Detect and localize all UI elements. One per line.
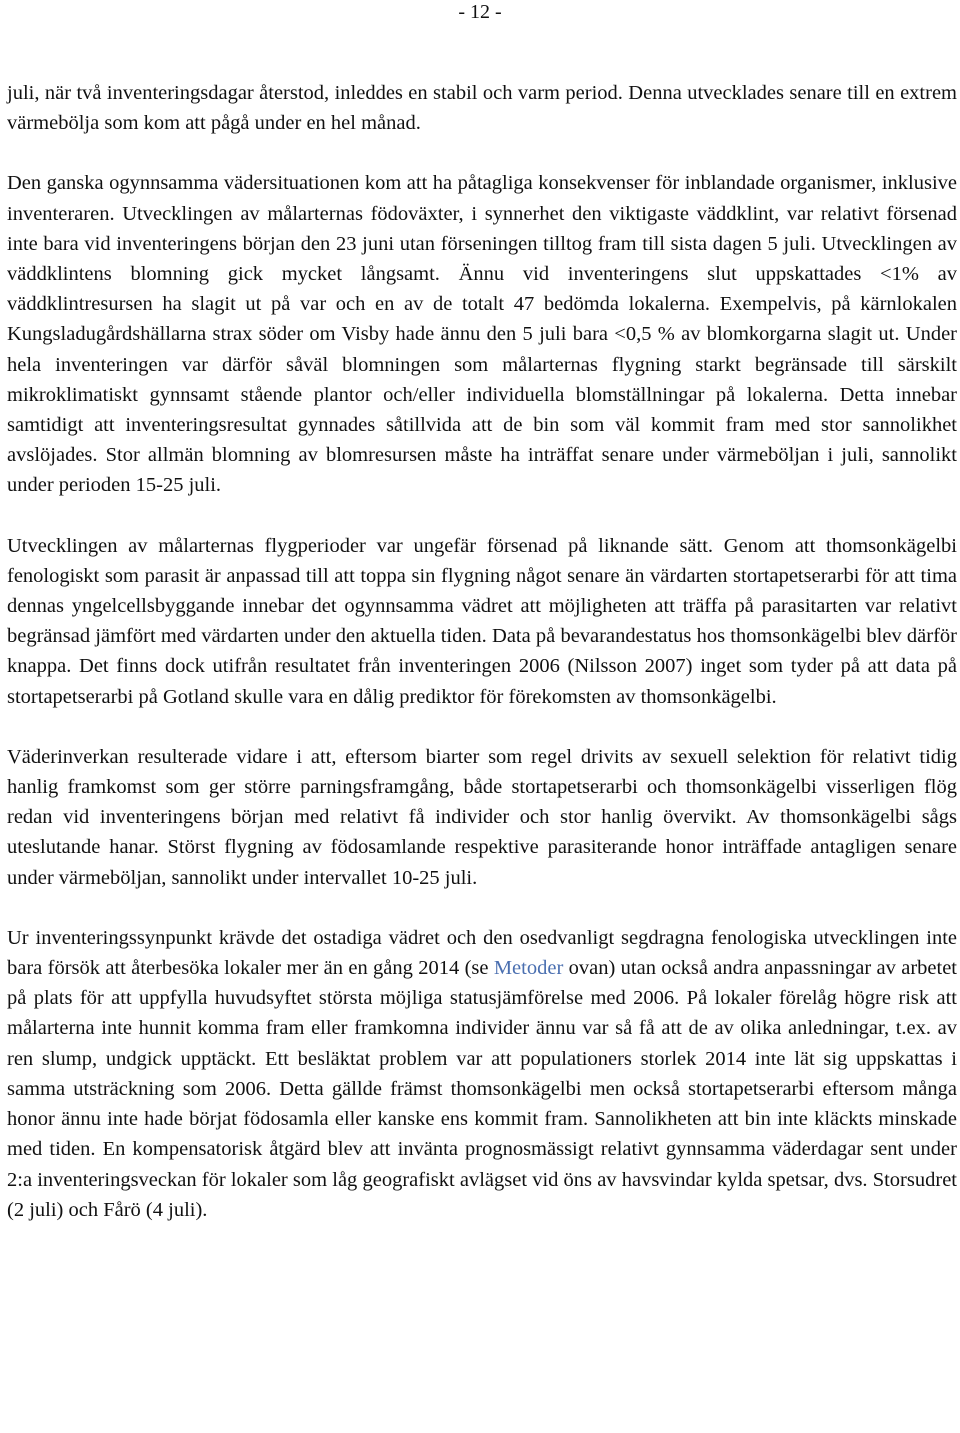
paragraph-2: Den ganska ogynnsamma vädersituationen kom att ha påtagliga konsekvenser för inblandade organismer, inklusive inventeraren. Utvecklingen av målarternas födoväxter, i synnerhet den viktigaste väddklint, var relativt försenad inte bara vid inventeringens början den 23 juni utan förseningen tilltog fram till sista dagen 5 juli. Utvecklingen av väddklintens blomning gick mycket långsamt. Ännu vid inventeringens slut uppskattades <1% av väddklintresursen ha slagit ut på var och en av de totalt 47 bedömda lokalerna. Exempelvis, på kärnlokalen Kungsladugårdshällarna strax söder om Visby hade ännu den 5 juli bara <0,5 % av blomkorgarna slagit ut. Under hela inventeringen var därför såväl blomningen som målarternas flygning starkt begränsade till särskilt mikroklimatiskt gynnsamt stående plantor och/eller individuella blomställningar på lokalerna. Detta innebar samtidigt att inventeringsresultat gynnades såtillvida att de bin som väl kommit fram med stor sannolikhet avslöjades. Stor allmän blomning av blomresursen måste ha inträffat senare under värmeböljan i juli, sannolikt under perioden 15-25 juli.: [7, 172, 957, 497]
metoder-link[interactable]: Metoder: [493, 957, 564, 980]
paragraph-3: Utvecklingen av målarternas flygperioder var ungefär försenad på liknande sätt. Genom att thomsonkägelbi fenologiskt som parasit är anpassad till att toppa sin flygning något senare än värdarten stortapetserarbi för att tima dennas yngelcellsbyggande innebar det ogynnsamma vädret att möjligheten att träffa på parasitarten var relativt begränsad jämfört med värdarten under den aktuella tiden. Data på bevarandestatus hos thomsonkägelbi blev därför knappa. Det finns dock utifrån resultatet från inventeringen 2006 (Nilsson 2007) inget som tyder på att data på stortapetserarbi på Gotland skulle vara en dålig prediktor för förekomsten av thomsonkägelbi.: [7, 534, 957, 708]
paragraph-5-start: Ur inventeringssynpunkt krävde det ostadiga vädret och den osedvanligt segdragna fenologiska utvecklingen inte bara försök att återbesöka lokaler mer än en gång 2014 (se: [7, 926, 957, 980]
paragraph-5: [7, 923, 957, 1225]
page-number: - 12 -: [458, 1, 502, 23]
paragraph-4: Väderinverkan resulterade vidare i att, eftersom biarter som regel drivits av sexuell selektion för relativt tidig hanlig framkomst som ger större parningsframgång, både stortapetserarbi och thomsonkägelbi visserligen flög redan vid inventeringens början med relativt få individer och stor hanlig övervikt. Av thomsonkägelbi sågs uteslutande hanar. Störst flygning av födosamlande respektive parasiterande honor inträffade antagligen senare under värmeböljan, sannolikt under intervallet 10-25 juli.: [7, 745, 957, 889]
document-body: [7, 78, 957, 1225]
paragraph-5-end: ovan) utan också andra anpassningar av arbetet på plats för att uppfylla huvudsyftet största möjliga statusjämförelse med 2006. På lokaler förelåg högre risk att målarterna inte hunnit komma fram eller framkomna individer ännu var så få att de av olika anledningar, t.ex. av ren slump, undgick upptäckt. Ett besläktat problem var att populationers storlek 2014 inte lät sig uppskattas i samma utsträckning som 2006. Detta gällde främst thomsonkägelbi men också stortapetserarbi eftersom många honor ännu inte hade börjat födosamla eller kanske ens kommit fram. Sannolikheten att bin inte kläckts minskade med tiden. En kompensatorisk åtgärd blev att invänta prognosmässigt relativt gynnsamma väderdagar sent under 2:a inventeringsveckan för lokaler som låg geografiskt avlägset vid öns av havsvindar kylda spetsar, dvs. Storsudret (2 juli) och Fårö (4 juli).: [7, 957, 958, 1221]
paragraph-1: juli, när två inventeringsdagar återstod, inleddes en stabil och varm period. Denna utvecklades senare till en extrem värmebölja som kom att pågå under en hel månad.: [7, 82, 957, 135]
